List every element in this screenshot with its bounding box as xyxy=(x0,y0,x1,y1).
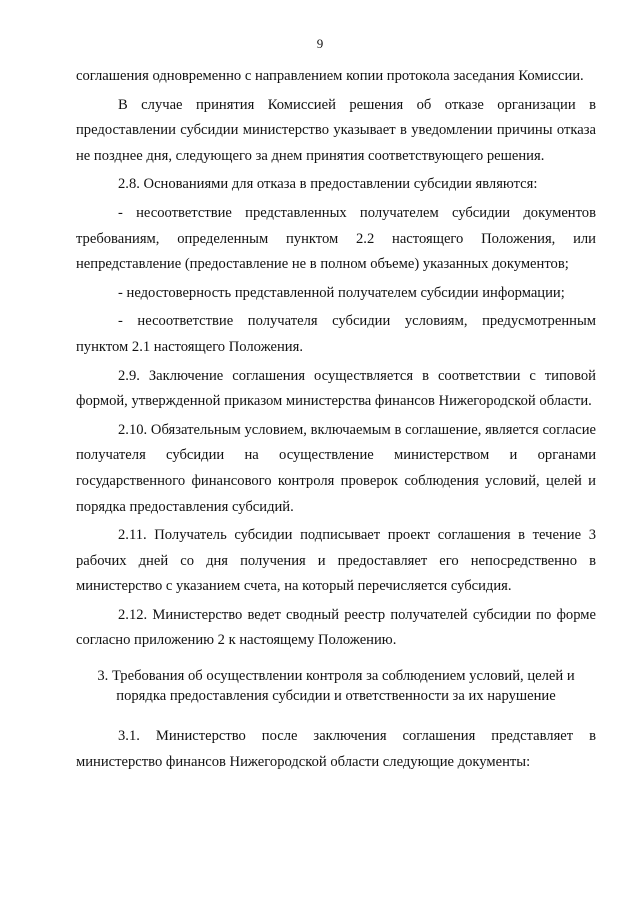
document-body xyxy=(76,64,596,778)
list-item-unreliable-information: - недостоверность представленной получателем субсидии информации; xyxy=(118,284,565,301)
list-item-noncompliance-documents: - несоответствие представленных получателем субсидии документов требованиям, определенным пунктом 2.2 настоящего Положения, или непредставление (предоставление не в полном объеме) указанных документов; xyxy=(76,204,596,273)
paragraph-continuation: соглашения одновременно с направлением копии протокола заседания Комиссии. xyxy=(76,68,584,84)
paragraph-2-10: 2.10. Обязательным условием, включаемым в соглашение, является согласие получателя субсидии на осуществление министерством и органами государственного финансового контроля проверок соблюдения условий, целей и порядка предоставления субсидий. xyxy=(76,421,596,515)
list-item-noncompliance-conditions: - несоответствие получателя субсидии условиям, предусмотренным пунктом 2.1 настоящего Положения. xyxy=(76,313,596,355)
page-number: 9 xyxy=(316,36,324,51)
paragraph-2-9: 2.9. Заключение соглашения осуществляется в соответствии с типовой формой, утвержденной приказом министерства финансов Нижегородской области. xyxy=(76,367,596,410)
paragraph-2-11: 2.11. Получатель субсидии подписывает проект соглашения в течение 3 рабочих дней со дня получения и предоставляет его непосредственно в министерство с указанием счета, на который перечисляется субсидия. xyxy=(76,527,596,595)
section-heading: 3. Требования об осуществлении контроля за соблюдением условий, целей и порядка предоставления субсидии и ответственности за их нарушение xyxy=(97,668,575,705)
paragraph-3-1: 3.1. Министерство после заключения соглашения представляет в министерство финансов Нижегородской области следующие документы: xyxy=(76,728,596,770)
paragraph-2-8: 2.8. Основаниями для отказа в предоставлении субсидии являются: xyxy=(118,176,538,193)
paragraph-2-12: 2.12. Министерство ведет сводный реестр получателей субсидии по форме согласно приложению 2 к настоящему Положению. xyxy=(76,606,596,649)
paragraph-refusal-notice: В случае принятия Комиссией решения об отказе организации в предоставлении субсидии министерство указывает в уведомлении причины отказа не позднее дня, следующего за днем принятия соответствующего решения. xyxy=(76,96,596,164)
